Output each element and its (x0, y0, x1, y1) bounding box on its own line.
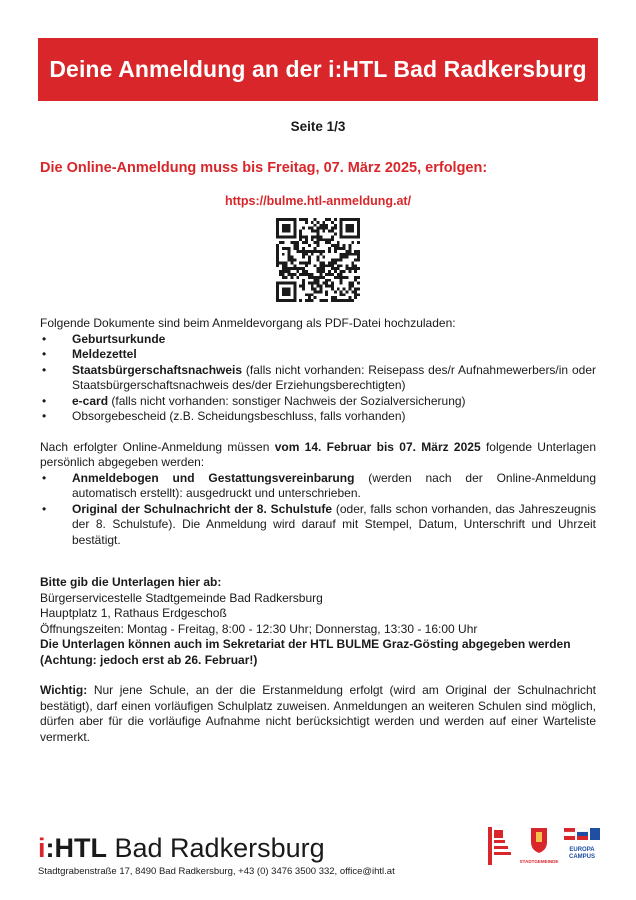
upload-intro: Folgende Dokumente sind beim Anmeldevorgang als PDF-Datei hochzuladen: (40, 316, 456, 330)
personal-list (40, 471, 596, 549)
europa-campus-logo (562, 826, 602, 866)
list-item: • Staatsbürgerschaftsnachweis (falls nicht vorhanden: Reisepass des/r Aufnahmewerbers/in oder Staatsbürgerschaftsnachweis des/der Erziehungsberechtigten) (40, 363, 596, 394)
school-logo: i:HTL Bad Radkersburg (38, 833, 325, 863)
page-indicator: Seite 1/3 (290, 119, 346, 134)
list-item: • Meldezettel (40, 347, 596, 363)
list-item: • e-card (falls nicht vorhanden: sonstiger Nachweis der Sozialversicherung) (40, 394, 596, 410)
page-title: Deine Anmeldung an der i:HTL Bad Radkersburg (49, 56, 587, 82)
dropoff-office: Bürgerservicestelle Stadtgemeinde Bad Radkersburg (40, 590, 323, 605)
stadtgemeinde-logo (519, 826, 559, 866)
registration-link[interactable]: https://bulme.htl-anmeldung.at/ (224, 194, 412, 208)
qr-code-icon (276, 218, 360, 302)
bulme-logo-icon (487, 826, 517, 866)
flags-icon (562, 826, 602, 842)
alternative-dropoff: Die Unterlagen können auch im Sekretariat der HTL BULME Graz-Gösting abgegeben werden (40, 637, 571, 651)
important-note: Wichtig: Nur jene Schule, an der die Erstanmeldung erfolgt (wird am Original der Schulnachricht bestätigt), darf einen vorläufigen Schulplatz zuweisen. Anmeldungen an weiteren Schulen sind möglich, dürfen aber für die vorläufige Aufnahme nicht berücksichtigt werden und werden auf einer Warteliste vermerkt. (40, 683, 596, 744)
coat-of-arms-icon (519, 826, 559, 854)
deadline-notice: Die Online-Anmeldung muss bis Freitag, 07. März 2025, erfolgen: (40, 160, 488, 176)
title-banner (38, 38, 598, 101)
bulme-logo (487, 826, 517, 866)
footer-address: Stadtgrabenstraße 17, 8490 Bad Radkersburg, +43 (0) 3476 3500 332, office@ihtl.at (38, 866, 395, 877)
list-item: • Obsorgebescheid (z.B. Scheidungsbeschluss, falls vorhanden) (40, 409, 596, 425)
dropoff-address: Hauptplatz 1, Rathaus Erdgeschoß (40, 606, 227, 620)
stadtgemeinde-label: STADTGEMEINDE (519, 859, 559, 864)
list-item: • Original der Schulnachricht der 8. Schulstufe (oder, falls schon vorhanden, das Jahreszeugnis der 8. Schulstufe). Die Anmeldung wird darauf mit Stempel, Datum, Unterschrift und Uhrzeit bestätigt. (40, 502, 596, 549)
upload-list (40, 332, 596, 425)
list-item: • Anmeldebogen und Gestattungsvereinbarung (werden nach der Online-Anmeldung automatisch erstellt): ausgedruckt und unterschrieben. (40, 471, 596, 502)
alternative-dropoff-note: (Achtung: jedoch erst ab 26. Februar!) (40, 652, 258, 667)
dropoff-heading: Bitte gib die Unterlagen hier ab: (40, 575, 222, 589)
personal-intro: Nach erfolgter Online-Anmeldung müssen vom 14. Februar bis 07. März 2025 folgende Unterlagen persönlich abgegeben werden: (40, 439, 597, 469)
main-content (40, 316, 596, 745)
europa-campus-label: EUROPA CAMPUS (568, 847, 595, 860)
opening-hours: Öffnungszeiten: Montag - Freitag, 8:00 - 12:30 Uhr; Donnerstag, 13:30 - 16:00 Uhr (40, 621, 478, 636)
list-item: • Geburtsurkunde (40, 332, 596, 348)
